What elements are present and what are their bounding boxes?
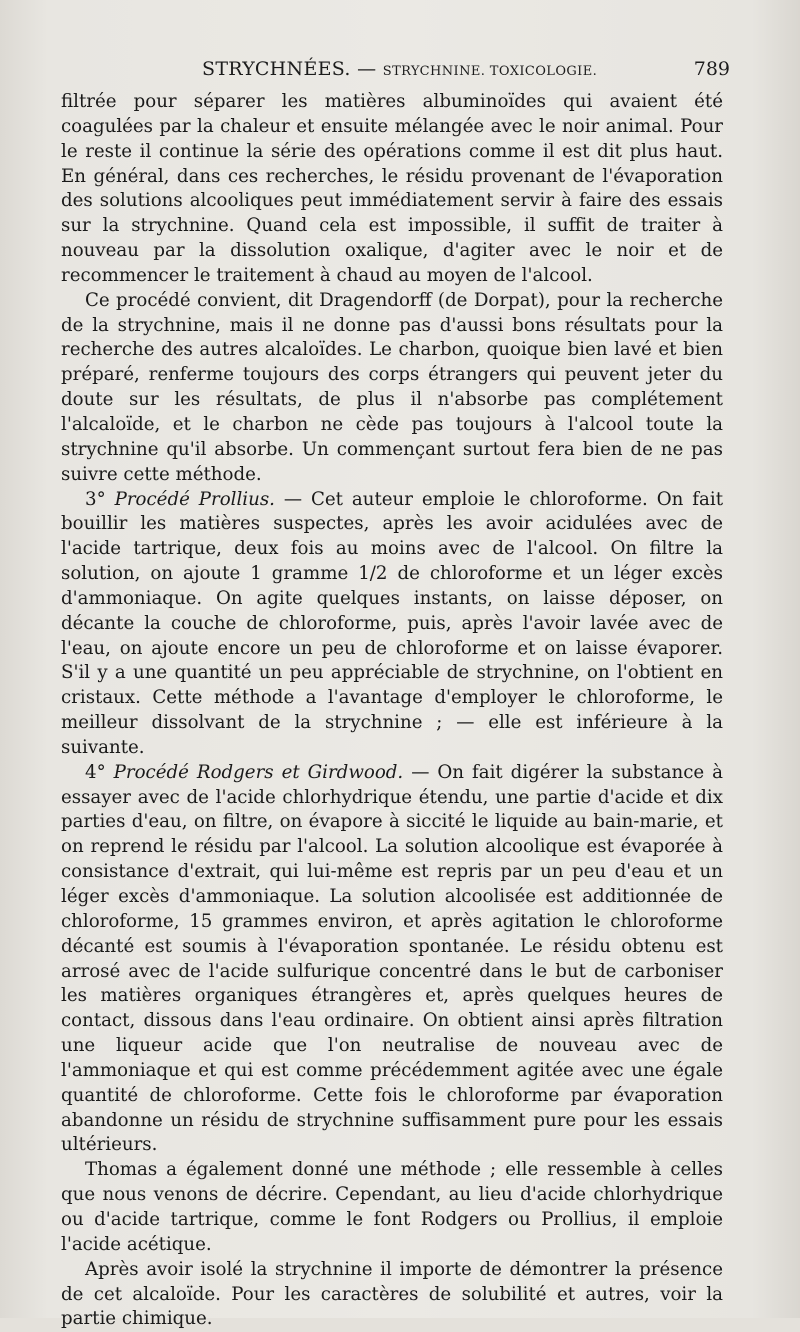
section-heading: Procédé Rodgers et Girdwood. xyxy=(113,761,404,783)
paragraph-text: — On fait digérer la substance à essayer avec de l'acide chlorhydrique étendu, une partie d'acide et dix parties d'eau, on filtre, on évapore à siccité le liquide au bain-marie, et on reprend le résidu par l'alcool. La solution alcoolique est évaporée à consistance d'extrait, qui lui-même est repris par un peu d'eau et un léger excès d'ammoniaque. La solution alcoolisée est additionnée de chloroforme, 15 grammes environ, et après agitation le chloroforme décanté est soumis à l'évaporation spontanée. Le résidu obtenu est arrosé avec de l'acide sulfurique concentré dans le but de carboniser les matières organiques étrangères et, après quelques heures de contact, dissous dans l'eau ordinaire. On obtient ainsi après filtration une liqueur acide que l'on neutralise de nouveau avec de l'ammoniaque et qui est comme précédemment agitée avec une égale quantité de chloroforme. Cette fois le chloroforme par évaporation abandonne un résidu de strychnine suffisamment pure pour les essais ultérieurs. xyxy=(61,761,723,1156)
body-text xyxy=(61,90,723,1332)
paragraph-continuation xyxy=(61,90,723,289)
paragraph-text: filtrée pour séparer les matières albuminoïdes qui avaient été coagulées par la chaleur et ensuite mélangée avec le noir animal. Pour le reste il continue la série des opérations comme il est dit plus haut. En général, dans ces recherches, le résidu provenant de l'évaporation des solutions alcooliques peut immédiatement servir à faire des essais sur la strychnine. Quand cela est impossible, il suffit de traiter à nouveau par la dissolution oxalique, d'agiter avec le noir et de recommencer le traitement à chaud au moyen de l'alcool. xyxy=(61,91,723,286)
section-heading: Procédé Prollius. xyxy=(114,488,275,510)
paragraph-text: Ce procédé convient, dit Dragendorff (de Dorpat), pour la recherche de la strychnine, mais il ne donne pas d'aussi bons résultats pour la recherche des autres alcaloïdes. Le charbon, quoique bien lavé et bien préparé, renferme toujours des corps étrangers qui peuvent jeter du doute sur les résultats, de plus il n'absorbe pas complétement l'alcaloïde, et le charbon ne cède pas toujours à l'alcool toute la strychnine qu'il absorbe. Un commençant surtout fera bien de ne pas suivre cette méthode. xyxy=(61,289,723,485)
paragraph-rodgers-girdwood xyxy=(61,761,723,1159)
paragraph-text: Thomas a également donné une méthode ; elle ressemble à celles que nous venons de décrire. Cependant, au lieu d'acide chlorhydrique ou d'acide tartrique, comme le font Rodgers ou Prollius, il emploie l'acide acétique. xyxy=(61,1159,723,1255)
paragraph-text: — Cet auteur emploie le chloroforme. On fait bouillir les matières suspectes, après les avoir acidulées avec de l'acide tartrique, deux fois au moins avec de l'alcool. On filtre la solution, on ajoute 1 gramme 1/2 de chloroforme et un léger excès d'ammoniaque. On agite quelques instants, on laisse déposer, on décante la couche de chloroforme, puis, après l'avoir lavée avec de l'eau, on ajoute encore un peu de chloroforme et on laisse évaporer. S'il y a une quantité un peu appréciable de strychnine, on l'obtient en cristaux. Cette méthode a l'avantage d'employer le chloroforme, le meilleur dissolvant de la strychnine ; — elle est inférieure à la suivante. xyxy=(61,488,724,758)
paragraph-thomas xyxy=(61,1158,723,1257)
running-title-main: STRYCHNÉES. — xyxy=(202,58,377,80)
section-number: 4° xyxy=(85,761,114,783)
paragraph-text: Après avoir isolé la strychnine il importe de démontrer la présence de cet alcaloïde. Pour les caractères de solubilité et autres, voir la partie chimique. xyxy=(61,1258,723,1330)
running-title xyxy=(202,58,597,80)
running-header xyxy=(62,58,730,84)
page-number: 789 xyxy=(693,58,730,80)
paragraph-dragendorff xyxy=(61,289,723,488)
section-number: 3° xyxy=(85,488,115,510)
running-title-sub: STRYCHNINE. TOXICOLOGIE. xyxy=(382,64,598,79)
paragraph-conclusion xyxy=(61,1258,723,1332)
paragraph-prollius xyxy=(61,488,723,761)
